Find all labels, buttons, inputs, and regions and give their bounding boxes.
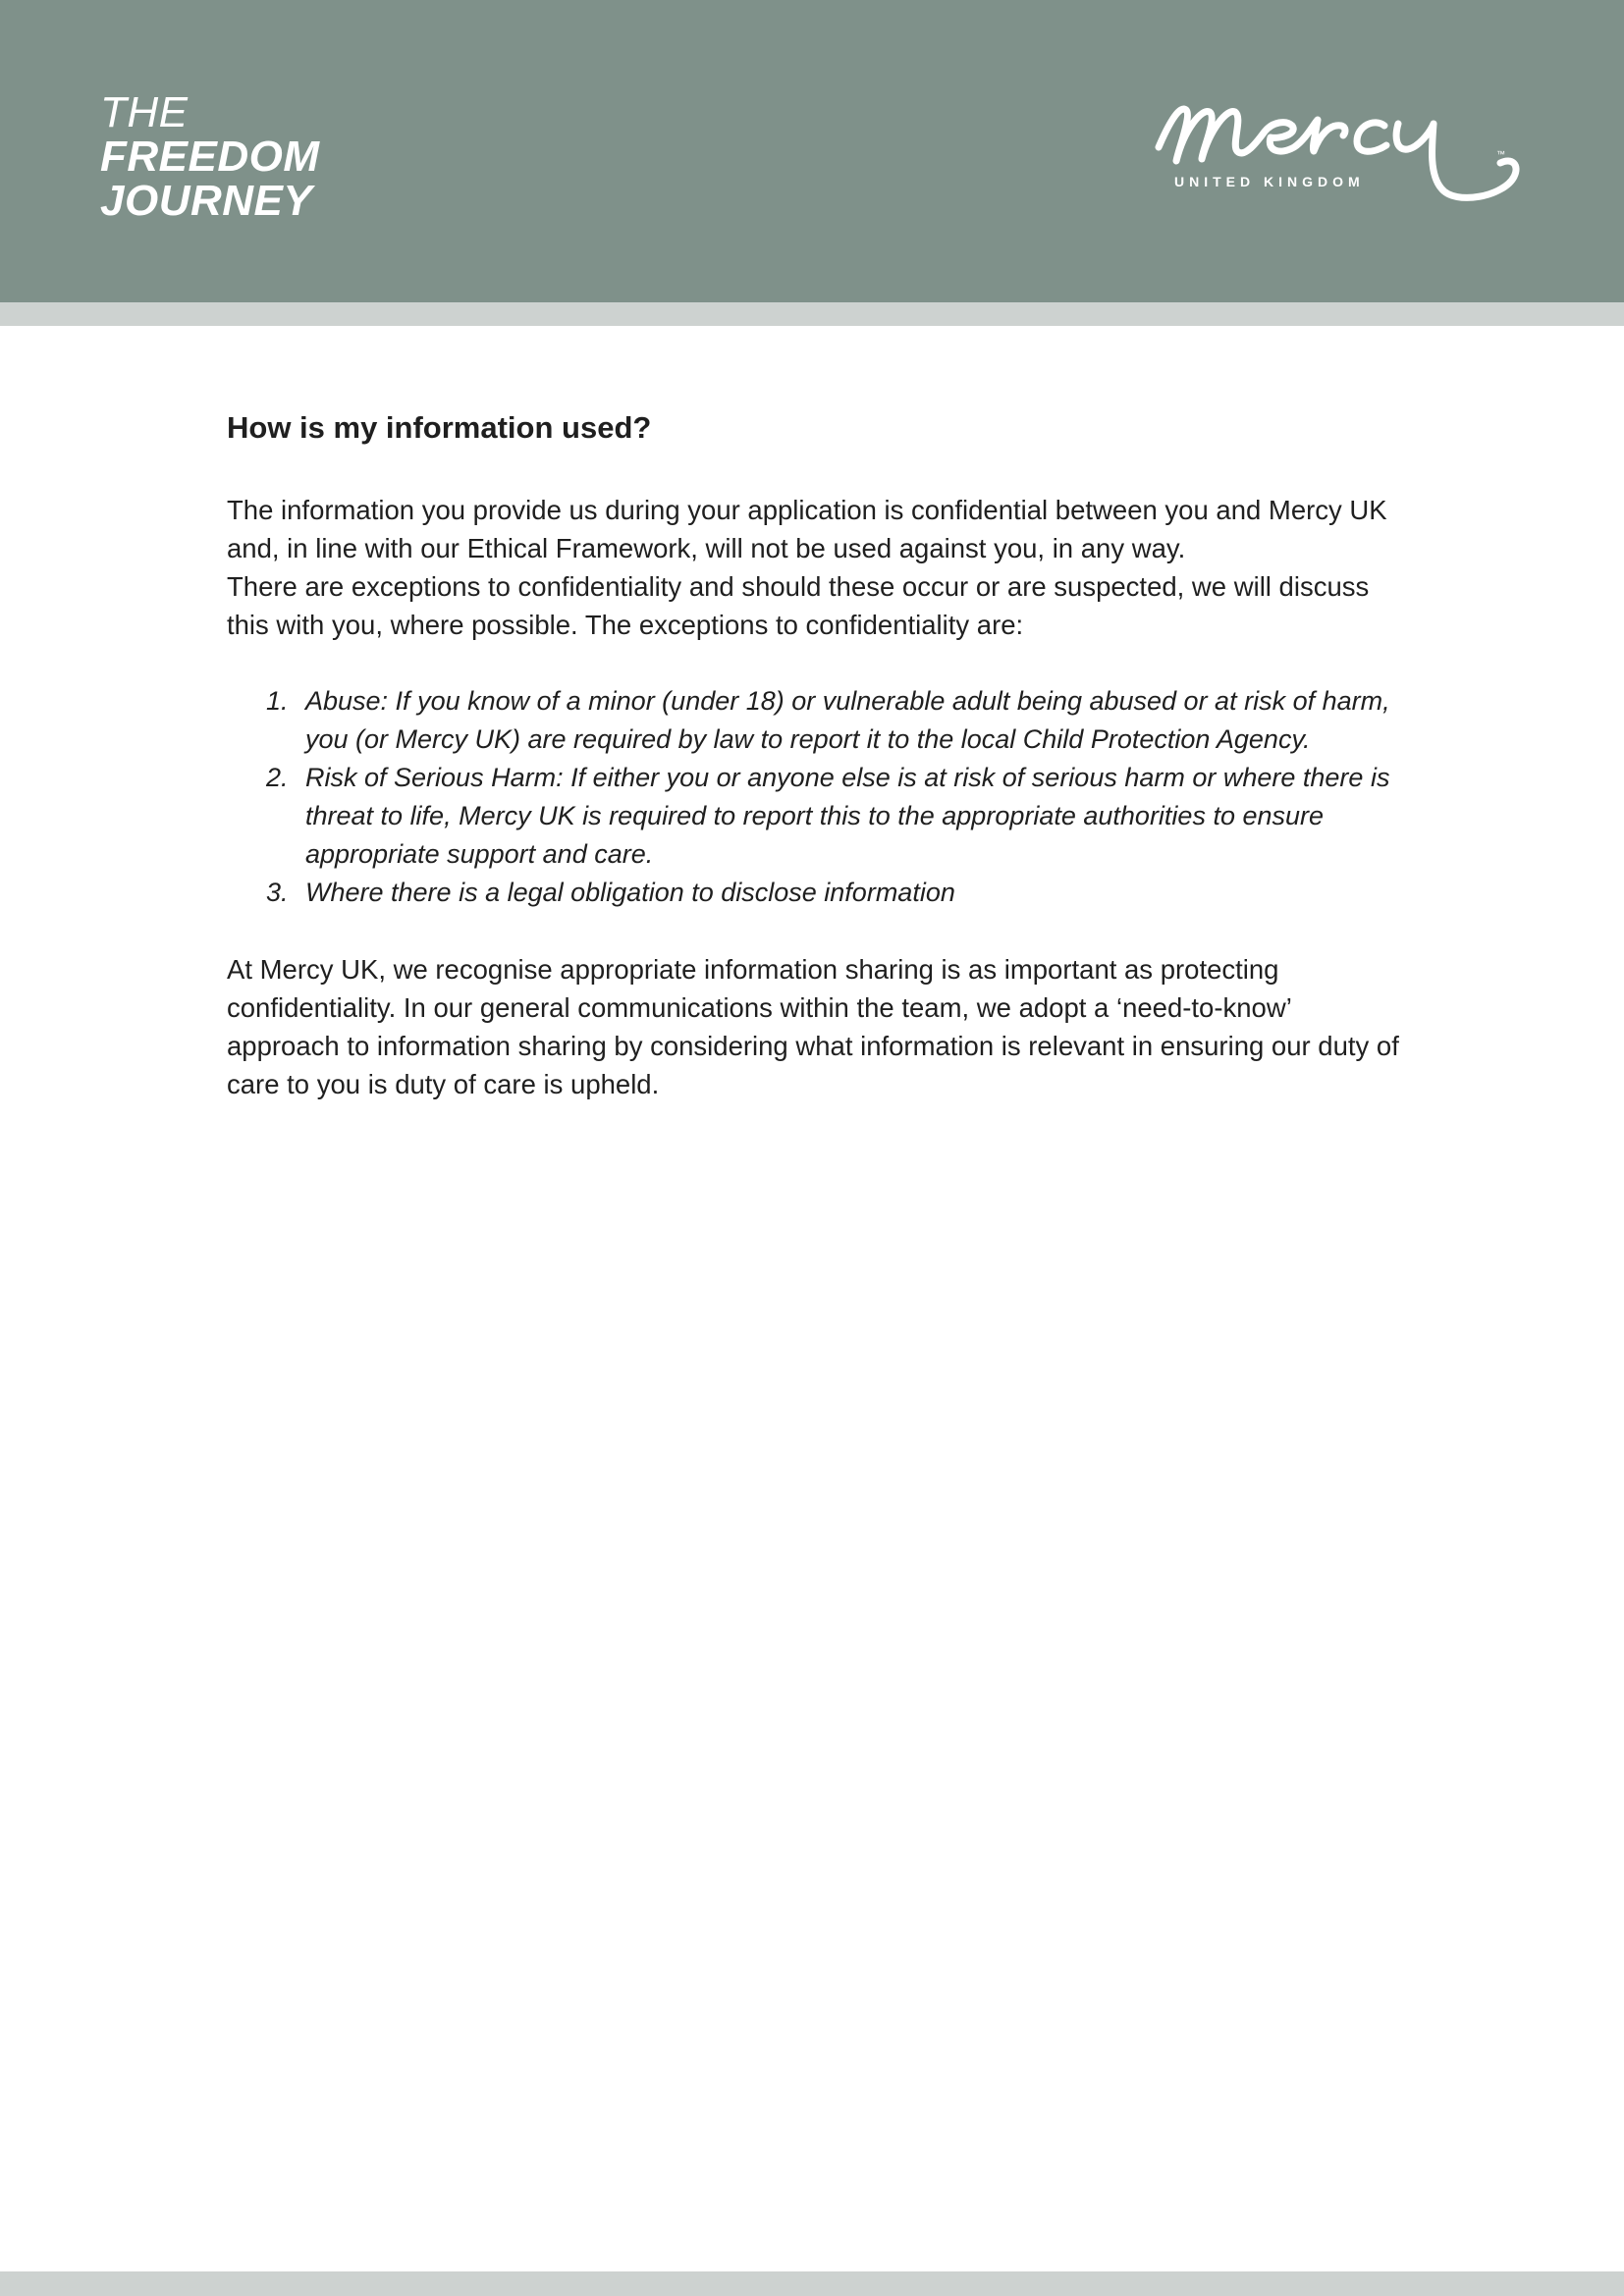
mercy-subtitle: UNITED KINGDOM [1174,174,1365,189]
exceptions-intro-paragraph: There are exceptions to confidentiality and should these occur or are suspected, we will discuss this with you, where possible. The exceptions to confidentiality are: [227,571,1370,640]
list-item-text: Where there is a legal obligation to disclose information [305,878,955,907]
header-accent-strip [0,302,1624,326]
logo-freedom: FREEDOM [100,133,320,181]
list-item [227,682,1405,759]
list-item-text: Abuse: If you know of a minor (under 18) or vulnerable adult being abused or at risk of harm, you (or Mercy UK) are required by law to report it to the local Child Protection Agency. [305,686,1390,754]
information-sharing-paragraph: At Mercy UK, we recognise appropriate information sharing is as important as protecting confidentiality. In our general communications within the team, we adopt a ‘need-to-know’ approach to information sharing by considering what information is relevant in ensuring our duty of care to you is duty of care is upheld. [227,954,1399,1099]
mercy-wordmark-text: Mercy [1151,90,1154,91]
list-item [227,874,1405,912]
footer-accent-strip [0,2271,1624,2296]
freedom-journey-logo [100,90,320,223]
list-item-text: Risk of Serious Harm: If either you or anyone else is at risk of serious harm or where there is threat to life, Mercy UK is required to report this to the appropriate authorities to ensure appropriate support and care. [305,763,1390,869]
trademark-symbol: ™ [1496,149,1505,159]
list-item-number: 2. [266,763,289,792]
list-item [227,759,1405,874]
exceptions-list [227,682,1405,912]
logo-journey: JOURNEY [100,177,313,225]
page-header [0,0,1624,302]
mercy-logo [1151,90,1534,228]
list-item-number: 3. [266,878,289,907]
section-heading: How is my information used? [227,410,652,445]
logo-the: THE [100,88,189,136]
list-item-number: 1. [266,686,289,716]
intro-paragraph: The information you provide us during your application is confidential between you and Mercy UK and, in line with our Ethical Framework, will not be used against you, in any way. [227,495,1387,563]
